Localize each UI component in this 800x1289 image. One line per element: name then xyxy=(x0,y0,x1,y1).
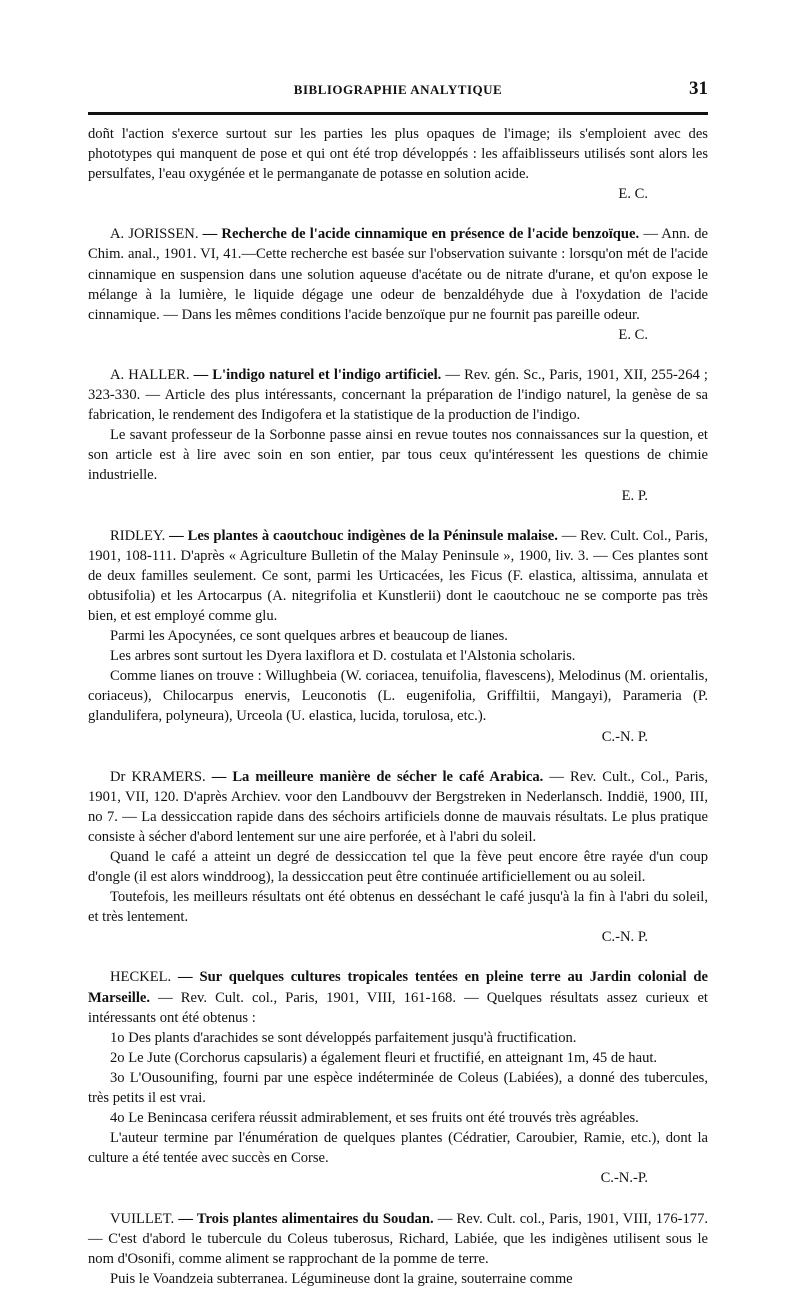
entry-paragraph: Parmi les Apocynées, ce sont quelques arbres et beaucoup de lianes. xyxy=(110,628,508,645)
entry-author: A. JORISSEN. xyxy=(110,226,203,243)
entry-paragraph: 3o L'Ousounifing, fourni par une espèce indéterminée de Coleus (Labiées), a donné des tubercules, très petits il est vrai. xyxy=(88,1069,708,1107)
entry-body: — Rev. Cult. Col., Paris, 1901, 108-111. D'après « Agriculture Bulletin of the Malay Peninsule », 1900, liv. 3. — Ces plantes sont de deux familles seulement. Ce sont, parmi les Urticacées, les Ficus (F. elastica, altissima, annulata et obtusifolia) et les Artocarpus (A. nitegrifolia et Kunstlerii) dont le caoutchouc ne se comporte pas très bien, et est employé comme glu. xyxy=(88,527,708,624)
entry-body: — Rev. Cult. col., Paris, 1901, VIII, 161-168. — Quelques résultats assez curieux et intéressants ont été obtenus : xyxy=(88,989,708,1026)
entry-paragraph: Les arbres sont surtout les Dyera laxiflora et D. costulata et l'Alstonia scholaris. xyxy=(110,648,576,665)
running-title: BIBLIOGRAPHIE ANALYTIQUE xyxy=(293,82,503,97)
entry-author: HECKEL. xyxy=(110,969,179,986)
entry-title: — Sur quelques cultures tropicales tentées en pleine terre au Jardin colonial de Marseille. xyxy=(88,969,708,1006)
entry-gap xyxy=(88,947,708,967)
entry-paragraph: Comme lianes on trouve : Willughbeia (W. coriacea, tenuifolia, flavescens), Melodinus (M. orientalis, coriaceus), Chilocarpus enervis, Leuconotis (L. eugenifolia, Griffiltii, Mangayi), Parameria (P. glandulifera, polyneura), Urceola (U. elastica, lucida, torulosa, etc.). xyxy=(88,668,708,725)
bibliography-entry xyxy=(88,204,708,345)
entry-lead xyxy=(88,224,708,324)
entry-title: — Les plantes à caoutchouc indigènes de la Péninsule malaise. xyxy=(169,527,558,544)
entry-gap xyxy=(88,506,708,526)
entry-signature: C.-N.-P. xyxy=(600,1170,648,1187)
entry-body: — Rev. Cult., Col., Paris, 1901, VII, 120. D'après Archiev. voor den Landbouvv der Bergstreken in Nederlansch. Inddië, 1900, III, no 7. — La dessiccation rapide dans des séchoirs artificiels donne de mauvais résultats. Le plus pratique consiste à sécher d'abord lentement sur une aire perforée, et à l'abri du soleil. xyxy=(88,768,709,845)
entry-paragraph: Le savant professeur de la Sorbonne passe ainsi en revue toutes nos connaissances sur la question, et son article est à lire avec soin en son entier, par tous ceux qu'intéressent les questions de chimie industrielle. xyxy=(88,427,708,484)
entry-body: — Ann. de Chim. anal., 1901. VI, 41.—Cette recherche est basée sur l'observation suivante : lorsqu'on mét de l'acide cinnamique en suspension dans une solution aqueuse d'acétate ou de nitrate d'urane, et qu'on expose le mélange à la lumière, le liquide dégage une odeur de benzaldéhyde due à l'oxydation de l'acide cinnamique. — Dans les mêmes conditions l'acide benzoïque pur ne fournit pas pareille odeur. xyxy=(88,226,708,323)
entry-gap xyxy=(88,345,708,365)
header-rule xyxy=(88,112,708,115)
entry-lead xyxy=(88,967,708,1027)
entry-paragraph: 2o Le Jute (Corchorus capsularis) a également fleuri et fructifié, en atteignant 1m, 45 de haut. xyxy=(110,1049,658,1066)
entry-title: — La meilleure manière de sécher le café Arabica. xyxy=(211,768,544,785)
entry-paragraph: 4o Le Benincasa cerifera réussit admirablement, et ses fruits ont été trouvés très agréables. xyxy=(110,1110,639,1127)
bibliography-entry xyxy=(88,124,708,204)
page-number: 31 xyxy=(689,78,708,99)
entry-text: doñt l'action s'exerce surtout sur les parties les plus opaques de l'image; ils s'emploient avec des phototypes qui manquent de pose et qui ont été trop développés : les affaiblisseurs utilisés sont alors les persulfates, l'eau oxygénée et le permanganate de potasse en solution acide. xyxy=(88,126,708,183)
entry-lead xyxy=(88,767,708,847)
entry-signature: C.-N. P. xyxy=(601,728,648,745)
entry-signature: C.-N. P. xyxy=(601,929,648,946)
page-body xyxy=(88,124,708,1289)
entry-title: — Recherche de l'acide cinnamique en présence de l'acide benzoïque. xyxy=(202,226,640,243)
entry-author: Dr KRAMERS. xyxy=(110,768,212,785)
entry-gap xyxy=(88,204,708,224)
bibliography-entry xyxy=(88,345,708,506)
entry-paragraph: Toutefois, les meilleurs résultats ont été obtenus en desséchant le café jusqu'à la fin à l'abri du soleil, et très lentement. xyxy=(88,889,708,926)
entry-signature: E. P. xyxy=(621,487,648,504)
bibliography-entry xyxy=(88,747,708,948)
entry-paragraph: Quand le café a atteint un degré de dessiccation tel que la fève peut encore être rayée d'un coup d'ongle (il est alors winddroog), la dessiccation peut être continuée artificiellement ou au soleil. xyxy=(88,849,708,886)
entry-gap xyxy=(88,1189,708,1209)
bibliography-entry xyxy=(88,947,708,1188)
entry-signature: E. C. xyxy=(618,186,648,203)
entry-lead xyxy=(88,365,708,425)
entry-paragraph: 1o Des plants d'arachides se sont développés parfaitement jusqu'à fructification. xyxy=(110,1029,577,1046)
entry-gap xyxy=(88,747,708,767)
entry-lead xyxy=(88,526,708,626)
entry-body: — Rev. Cult. col., Paris, 1901, VIII, 176-177. — C'est d'abord le tubercule du Coleus tuberosus, Richard, Labiée, que les indigènes utilisent sous le nom d'Osonifi, comme aliment se rapprochant de la pomme de terre. xyxy=(88,1210,709,1267)
entry-paragraph: L'auteur termine par l'énumération de quelques plantes (Cédratier, Caroubier, Ramie, etc.), dont la culture a été tentée avec succès en Corse. xyxy=(88,1130,708,1167)
bibliography-entry xyxy=(88,506,708,747)
entry-paragraph: Puis le Voandzeia subterranea. Légumineuse dont la graine, souterraine comme xyxy=(110,1270,573,1287)
entry-title: — Trois plantes alimentaires du Soudan. xyxy=(178,1210,434,1227)
entry-author: VUILLET. xyxy=(110,1210,179,1227)
running-header xyxy=(88,78,708,104)
entry-signature: E. C. xyxy=(618,326,648,343)
bibliography-entry xyxy=(88,1189,708,1289)
entry-author: RIDLEY. xyxy=(110,527,170,544)
entry-body: — Rev. gén. Sc., Paris, 1901, XII, 255-264 ; 323-330. — Article des plus intéressants, concernant la préparation de l'indigo naturel, la genèse de sa fabrication, le rendement des Indigofera et la statistique de la production de l'indigo. xyxy=(88,366,708,424)
entry-title: — L'indigo naturel et l'indigo artificiel. xyxy=(193,366,442,383)
entry-lead xyxy=(88,1209,708,1269)
entry-author: A. HALLER. xyxy=(110,366,194,383)
